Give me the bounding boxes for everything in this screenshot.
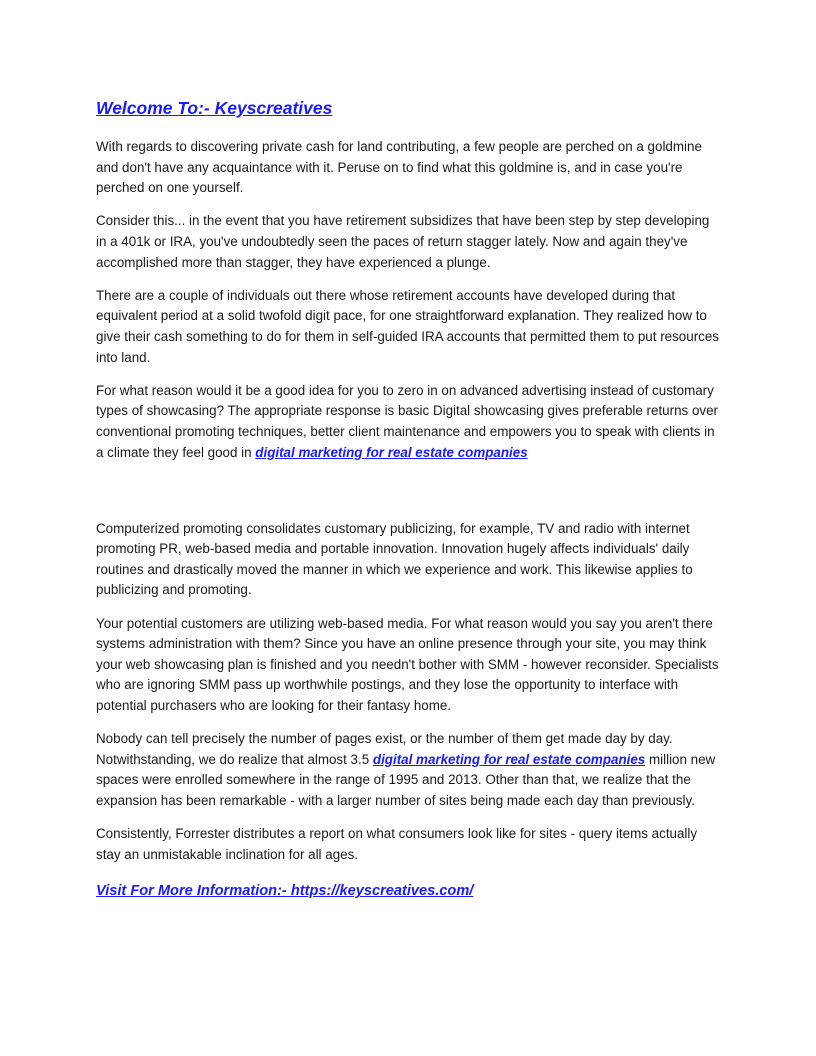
- document-page: [96, 96, 722, 901]
- paragraph-4-text: For what reason would it be a good idea for you to zero in on advanced advertising instead of customary types of showcasing? The appropriate response is basic Digital showcasing gives preferable returns over conventional promoting techniques, better client maintenance and empowers you to speak with clients in a climate they feel good in: [96, 382, 719, 460]
- paragraph-4: [96, 381, 722, 463]
- paragraph-6: Your potential customers are utilizing web-based media. For what reason would you say you aren't there systems administration with them? Since you have an online presence through your site, you may think your web showcasing plan is finished and you needn't bother with SMM - however reconsider. Specialists who are ignoring SMM pass up worthwhile postings, and they lose the opportunity to interface with potential purchasers who are looking for their fantasy home.: [96, 615, 719, 714]
- visit-website-link[interactable]: Visit For More Information:- https://keyscreatives.com/: [96, 883, 474, 900]
- paragraph-7: [96, 729, 722, 811]
- paragraph-5: Computerized promoting consolidates customary publicizing, for example, TV and radio with internet promoting PR, web-based media and portable innovation. Innovation hugely affects individuals' daily routines and drastically moved the manner in which we experience and work. This likewise applies to publicizing and promoting.: [96, 520, 693, 598]
- paragraph-7-text-after: million new spaces were enrolled somewhere in the range of 1995 and 2013. Other than that, we realize that the expansion has been remarkable - with a larger number of sites being made each day than previously.: [96, 751, 716, 808]
- page-title[interactable]: [96, 96, 722, 120]
- paragraph-2: Consider this... in the event that you have retirement subsidizes that have been step by step developing in a 401k or IRA, you've undoubtedly seen the paces of return stagger lately. Now and again they've accomplished more than stagger, they have experienced a plunge.: [96, 213, 710, 270]
- real-estate-marketing-link-2[interactable]: digital marketing for real estate companies: [372, 751, 646, 767]
- title-link[interactable]: Welcome To:- Keyscreatives: [96, 98, 333, 118]
- paragraph-7-text-before: Nobody can tell precisely the number of pages exist, or the number of them get made day by day. Notwithstanding, we do realize that almost 3.5: [96, 731, 673, 767]
- paragraph-8: Consistently, Forrester distributes a report on what consumers look like for sites - query items actually stay an unmistakable inclination for all ages.: [96, 826, 698, 862]
- paragraph-1: With regards to discovering private cash for land contributing, a few people are perched on a goldmine and don't have any acquaintance with it. Peruse on to find what this goldmine is, and in case you're perched on one yourself.: [96, 139, 702, 196]
- real-estate-marketing-link-1[interactable]: digital marketing for real estate companies: [255, 444, 528, 460]
- paragraph-3: There are a couple of individuals out there whose retirement accounts have developed during that equivalent period at a solid twofold digit pace, for one straightforward explanation. They realized how to give their cash something to do for them in self-guided IRA accounts that permitted them to put resources into land.: [96, 287, 719, 365]
- blank-space: [96, 476, 722, 519]
